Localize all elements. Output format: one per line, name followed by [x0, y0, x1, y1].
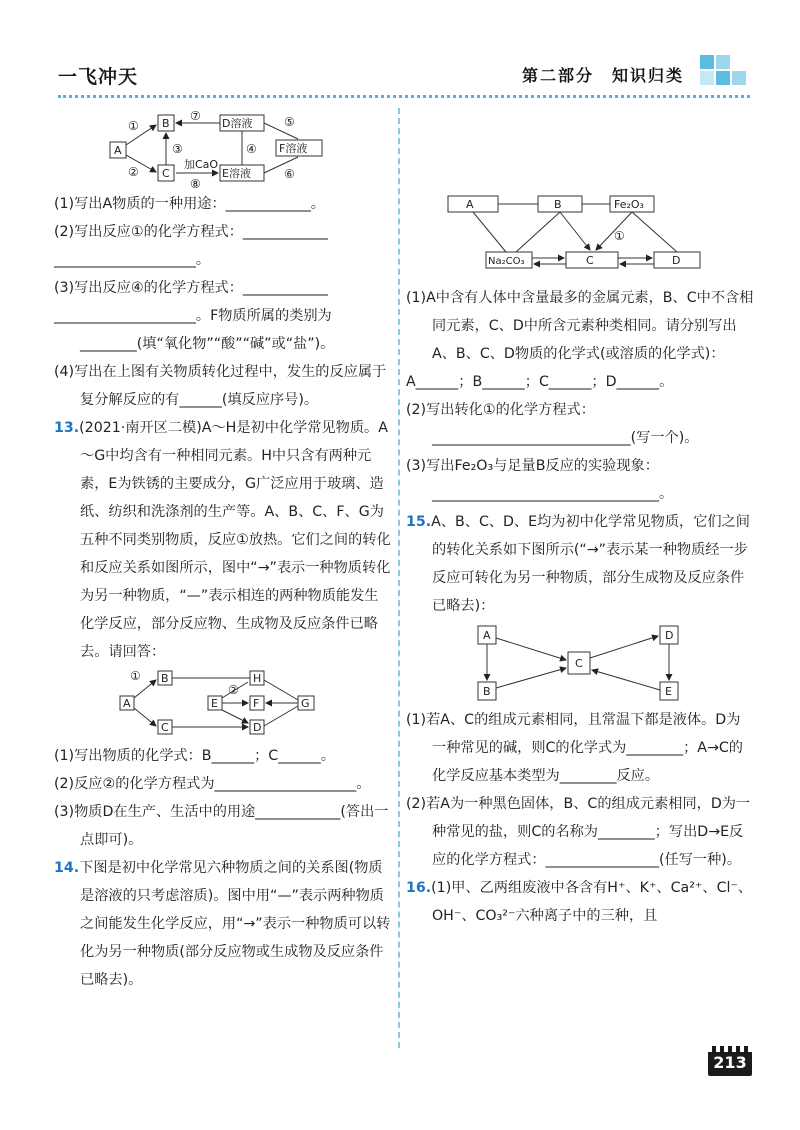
- q12-sub1: (1)写出A物质的一种用途：____________。: [54, 196, 325, 212]
- fig12-label: ③: [172, 142, 183, 156]
- q13-number: 13.: [54, 420, 80, 436]
- page-number: 213: [708, 1046, 752, 1076]
- fig13-node: G: [301, 697, 310, 710]
- decor-square: [732, 71, 746, 85]
- fig13-node: D: [253, 721, 262, 734]
- figure-q13: [118, 668, 328, 740]
- fig13-node: F: [253, 697, 260, 710]
- q12-sub4: (4)写出在上图有关物质转化过程中，发生的反应属于复分解反应的有______(填反应序号)。: [54, 364, 387, 408]
- page-header: [0, 0, 800, 110]
- fig12-label: ②: [128, 165, 139, 179]
- fig15-node: E: [665, 685, 672, 698]
- fig12-label: ⑤: [284, 115, 295, 129]
- q13-sub2: (2)反应②的化学方程式为____________________。: [54, 776, 371, 792]
- decor-square: [716, 55, 730, 69]
- book-brand: 一飞冲天: [58, 66, 139, 88]
- q12-sub3: (3)写出反应④的化学方程式：____________: [54, 280, 329, 296]
- fig12-node: F溶液: [279, 142, 308, 155]
- fig14-node: C: [586, 254, 594, 267]
- q14-stem: [54, 854, 392, 994]
- fig12-label: ④: [246, 142, 257, 156]
- header-divider: [58, 95, 750, 98]
- fig15-node: D: [665, 629, 674, 642]
- fig12-node: D溶液: [222, 117, 253, 130]
- fig15-node: B: [483, 685, 491, 698]
- q13-text: (2021·南开区二模)A～H是初中化学常见物质。A～G中均含有一种相同元素。H中只含有两种元素，E为铁锈的主要成分，G广泛应用于玻璃、造纸、纺织和洗涤剂的生产等。A、B、C、F、G为五种不同类别物质，反应①放热。它们之间的转化和反应关系如图所示，图中“→”表示一种物质转化为另一种物质，“—”表示相连的两种物质能发生化学反应，部分反应物、生成物及反应条件已略去。请回答：: [79, 420, 391, 660]
- q14-sub1: (1)A中含有人体中含量最多的金属元素，B、C中不含相同元素，C、D中所含元素种类相同。请分别写出A、B、C、D物质的化学式(或溶质的化学式)：: [406, 290, 754, 362]
- decor-square: [716, 71, 730, 85]
- fig12-node: E溶液: [222, 167, 251, 180]
- fig13-node: E: [211, 697, 218, 710]
- q14-text: 下图是初中化学常见六种物质之间的关系图(物质是溶液的只考虑溶质)。图中用“—”表示两种物质之间能发生化学反应，用“→”表示一种物质可以转化为另一种物质(部分反应物或生成物及反应条件已略去)。: [79, 860, 391, 988]
- q15-sub2: (2)若A为一种黑色固体，B、C的组成元素相同，D为一种常见的盐，则C的名称为________；写出D→E反应的化学方程式：________________(任写一种)。: [406, 796, 751, 868]
- figure-q15: [470, 622, 690, 704]
- figure-q12: [108, 110, 338, 188]
- decor-square: [700, 71, 714, 85]
- fig14-node: Na₂CO₃: [488, 256, 525, 267]
- fig12-node: C: [162, 167, 170, 180]
- q16-number: 16.: [406, 880, 432, 896]
- fig12-label: ⑥: [284, 167, 295, 181]
- fig13-node: B: [161, 672, 169, 685]
- q13-sub3: (3)物质D在生产、生活中的用途____________(答出一点即可)。: [54, 804, 389, 848]
- fig15-node: C: [575, 657, 583, 670]
- decor-square: [700, 55, 714, 69]
- q12-sub2-cont: ____________________。: [54, 252, 211, 268]
- q14-sub3: (3)写出Fe₂O₃与足量B反应的实验现象：________________________________。: [406, 458, 674, 502]
- q14-continued-intro: [406, 108, 754, 284]
- fig12-label: ⑧: [190, 177, 201, 188]
- right-column-text: [406, 108, 754, 930]
- fig14-node: B: [554, 198, 562, 211]
- fig13-node: C: [161, 721, 169, 734]
- fig14-label: ①: [614, 229, 625, 243]
- q14-sub1-answers: A______；B______；C______；D______。: [406, 374, 674, 390]
- q12-sub3-cont: ____________________。F物质所属的类别为________(填“氧化物”“酸”“碱”或“盐”)。: [54, 308, 335, 352]
- q15-number: 15.: [406, 514, 432, 530]
- column-divider: [398, 108, 400, 1048]
- fig13-node: A: [123, 697, 131, 710]
- fig13-node: H: [253, 672, 262, 685]
- fig14-node: A: [466, 198, 474, 211]
- fig12-node: B: [162, 117, 170, 130]
- left-column: [54, 108, 392, 994]
- q13-sub1: (1)写出物质的化学式：B______；C______。: [54, 748, 335, 764]
- q15-sub1: (1)若A、C的组成元素相同，且常温下都是液体。D为一种常见的碱，则C的化学式为________；A→C的化学反应基本类型为________反应。: [406, 712, 743, 784]
- q13-stem: [54, 414, 392, 666]
- fig13-label: ①: [130, 669, 141, 683]
- fig13-label: ②: [228, 683, 239, 697]
- fig12-label: ①: [128, 119, 139, 133]
- fig14-node: Fe₂O₃: [614, 198, 644, 211]
- q12-sub2: (2)写出反应①的化学方程式：____________: [54, 224, 329, 240]
- fig12-label: ⑦: [190, 110, 201, 123]
- fig12-node: A: [114, 144, 122, 157]
- q15-stem: [406, 508, 754, 620]
- q14-number: 14.: [54, 860, 80, 876]
- fig15-node: A: [483, 629, 491, 642]
- q14-sub2: (2)写出转化①的化学方程式：____________________________(写一个)。: [406, 402, 699, 446]
- q16-stem: [406, 874, 754, 930]
- q16-text: (1)甲、乙两组废液中各含有H⁺、K⁺、Ca²⁺、Cl⁻、OH⁻、CO₃²⁻六种离子中的三种，且: [431, 880, 753, 924]
- fig14-node: D: [672, 254, 681, 267]
- fig12-condition: 加CaO: [184, 158, 219, 171]
- q15-text: A、B、C、D、E均为初中化学常见物质，它们之间的转化关系如下图所示(“→”表示某一种物质经一步反应可转化为另一种物质，部分生成物及反应条件已略去)：: [431, 514, 750, 614]
- section-title: 第二部分 知识归类: [522, 66, 685, 85]
